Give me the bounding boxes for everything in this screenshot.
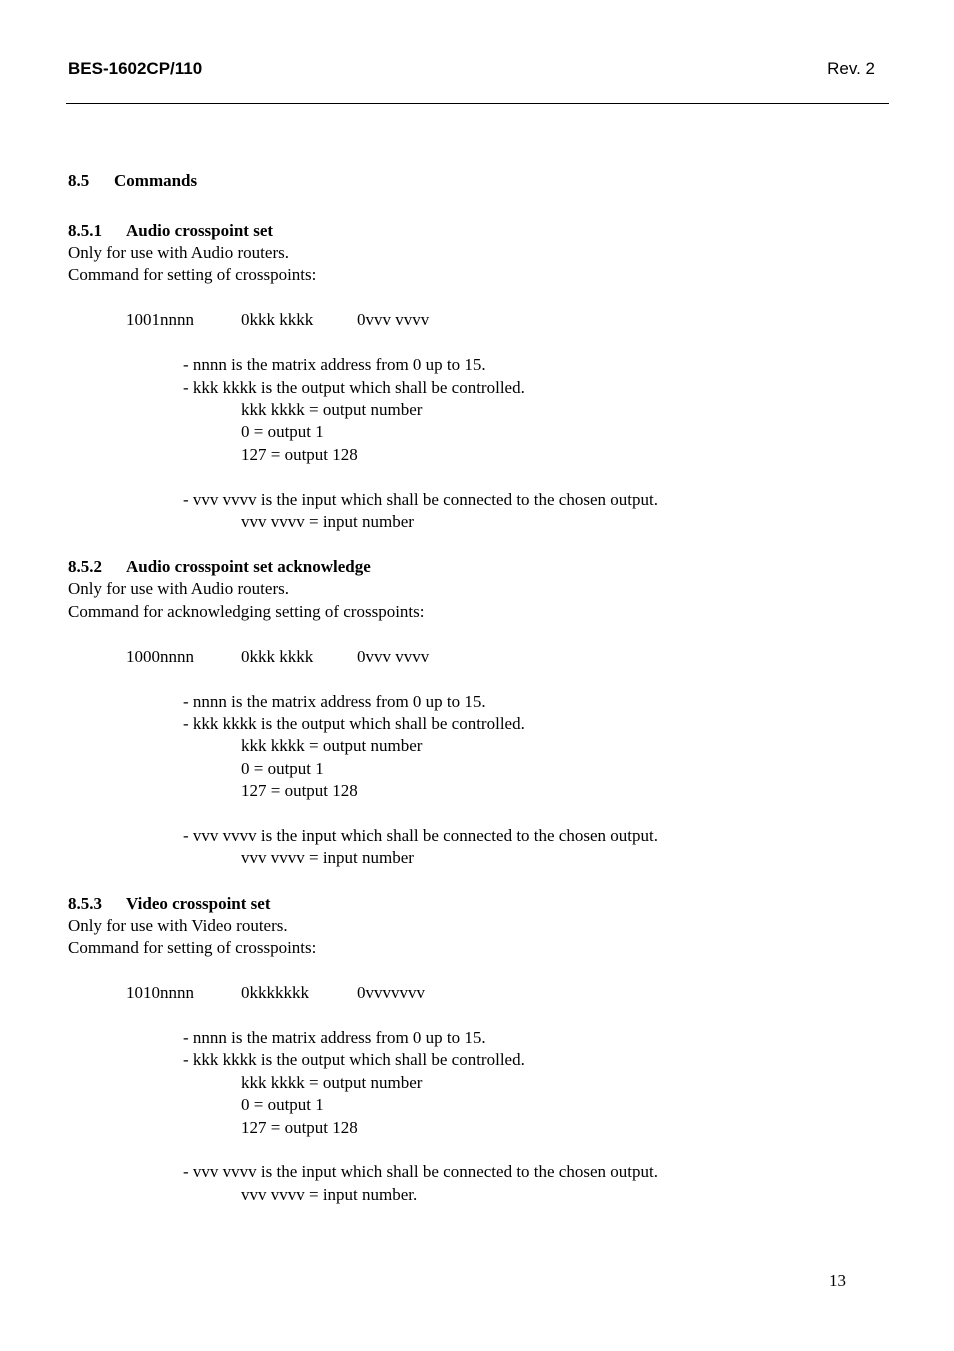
subsection-title: Audio crosspoint set	[126, 221, 274, 240]
subsection-number: 8.5.2	[68, 557, 102, 576]
command-description: Command for setting of crosspoints:	[68, 265, 317, 284]
output-first: 0 = output 1	[241, 422, 324, 441]
usage-note: Only for use with Audio routers.	[68, 243, 289, 262]
param-kkk-definition: kkk kkkk = output number	[241, 736, 423, 755]
output-last: 127 = output 128	[241, 445, 358, 464]
param-kkk: - kkk kkkk is the output which shall be controlled.	[183, 378, 525, 397]
command-bytes	[0, 982, 954, 1004]
param-nnnn: - nnnn is the matrix address from 0 up to 15.	[183, 692, 486, 711]
output-first: 0 = output 1	[241, 759, 324, 778]
param-vvv: - vvv vvvv is the input which shall be connected to the chosen output.	[183, 826, 658, 845]
command-byte-1: 1001nnnn	[126, 310, 194, 329]
param-kkk-definition: kkk kkkk = output number	[241, 1073, 423, 1092]
header-rule	[66, 103, 889, 104]
subsection-heading	[68, 893, 271, 915]
subsection-number: 8.5.1	[68, 221, 102, 240]
param-kkk: - kkk kkkk is the output which shall be controlled.	[183, 714, 525, 733]
subsection-number: 8.5.3	[68, 894, 102, 913]
param-vvv: - vvv vvvv is the input which shall be connected to the chosen output.	[183, 1162, 658, 1181]
output-last: 127 = output 128	[241, 1118, 358, 1137]
section-heading	[68, 170, 197, 192]
command-description: Command for setting of crosspoints:	[68, 938, 317, 957]
param-vvv-definition: vvv vvvv = input number	[241, 512, 414, 531]
param-nnnn: - nnnn is the matrix address from 0 up to 15.	[183, 1028, 486, 1047]
param-vvv: - vvv vvvv is the input which shall be connected to the chosen output.	[183, 490, 658, 509]
output-first: 0 = output 1	[241, 1095, 324, 1114]
command-byte-2: 0kkk kkkk	[241, 647, 314, 666]
usage-note: Only for use with Audio routers.	[68, 579, 289, 598]
subsection-heading	[68, 556, 371, 578]
command-byte-3: 0vvv vvvv	[357, 310, 430, 329]
param-vvv-definition: vvv vvvv = input number.	[241, 1185, 418, 1204]
param-nnnn: - nnnn is the matrix address from 0 up to 15.	[183, 355, 486, 374]
usage-note: Only for use with Video routers.	[68, 916, 288, 935]
subsection-heading	[68, 220, 273, 242]
command-byte-1: 1000nnnn	[126, 647, 194, 666]
section-number: 8.5	[68, 171, 90, 190]
command-byte-1: 1010nnnn	[126, 983, 194, 1002]
section-title: Commands	[114, 171, 198, 190]
document-id: BES-1602CP/110	[68, 59, 203, 78]
command-byte-3: 0vvvvvvv	[357, 983, 425, 1002]
param-kkk: - kkk kkkk is the output which shall be controlled.	[183, 1050, 525, 1069]
param-kkk-definition: kkk kkkk = output number	[241, 400, 423, 419]
command-byte-2: 0kkk kkkk	[241, 310, 314, 329]
subsection-title: Audio crosspoint set acknowledge	[126, 557, 371, 576]
subsection-title: Video crosspoint set	[126, 894, 271, 913]
command-bytes	[0, 309, 954, 331]
output-last: 127 = output 128	[241, 781, 358, 800]
command-bytes	[0, 646, 954, 668]
param-vvv-definition: vvv vvvv = input number	[241, 848, 414, 867]
page-number: 13	[829, 1271, 846, 1290]
revision-label: Rev. 2	[827, 59, 875, 78]
command-description: Command for acknowledging setting of crosspoints:	[68, 602, 425, 621]
command-byte-2: 0kkkkkkk	[241, 983, 309, 1002]
command-byte-3: 0vvv vvvv	[357, 647, 430, 666]
